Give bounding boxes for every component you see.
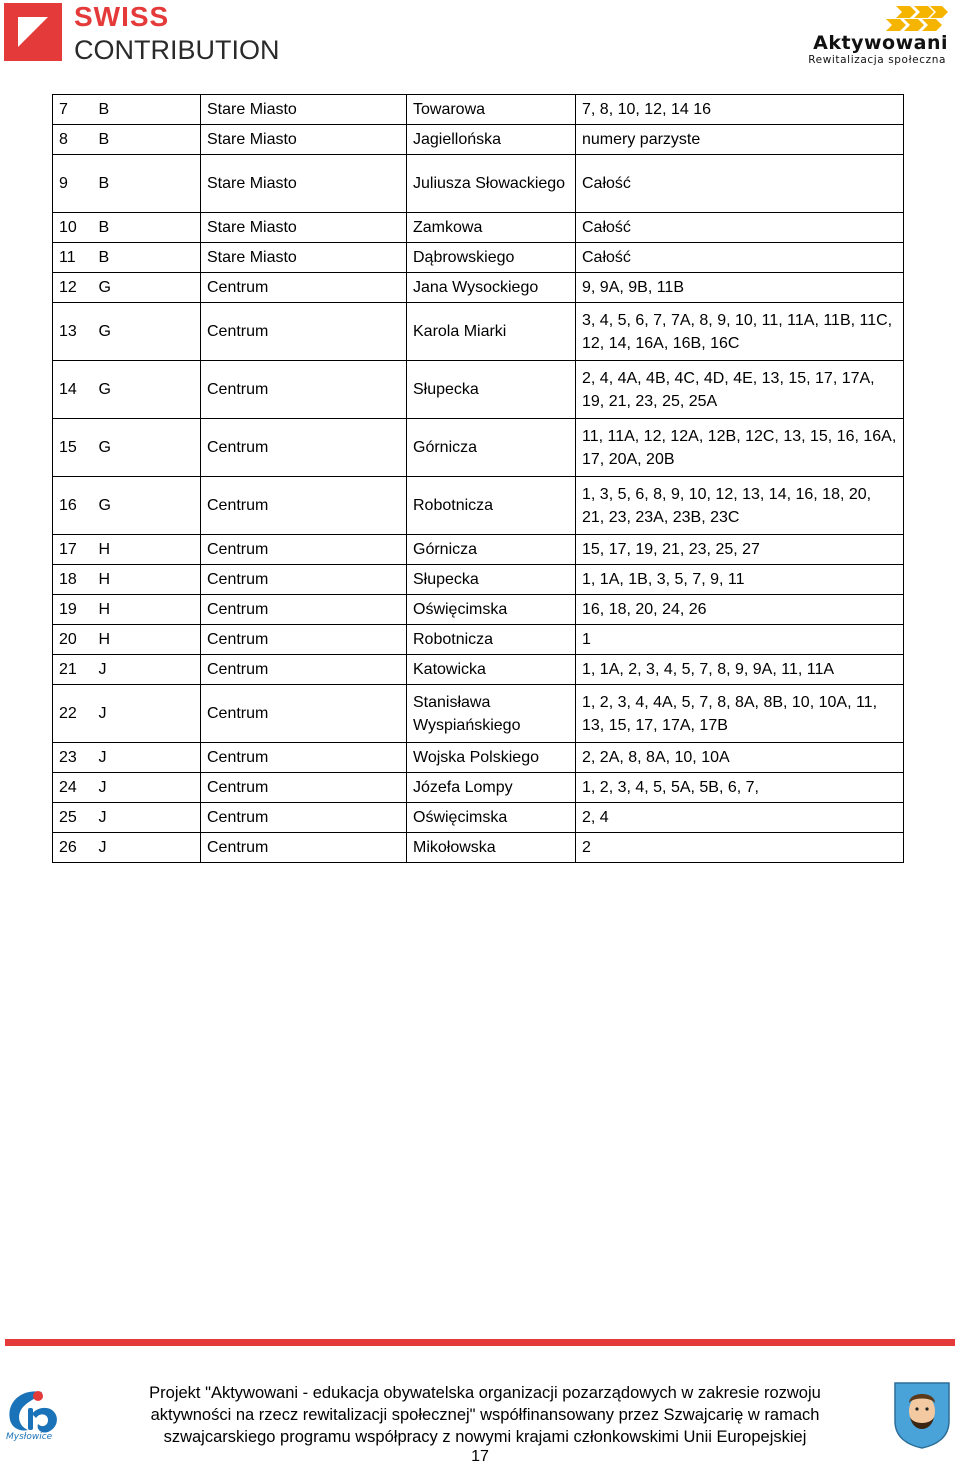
area-cell: B: [93, 95, 201, 125]
table-row: [53, 125, 904, 155]
street-cell: Mikołowska: [407, 833, 576, 863]
district-cell: Stare Miasto: [201, 155, 407, 213]
house-numbers-cell: 1, 2, 3, 4, 5, 5A, 5B, 6, 7,: [576, 773, 904, 803]
row-number-cell: 20: [53, 625, 93, 655]
table-row: [53, 833, 904, 863]
area-cell: B: [93, 243, 201, 273]
row-number-cell: 17: [53, 535, 93, 565]
footer-line-3: szwajcarskiego programu współpracy z nowymi krajami członkowskimi Unii Europejskiej: [163, 1428, 807, 1446]
aktywowani-title: Aktywowani: [813, 32, 948, 54]
district-cell: Centrum: [201, 743, 407, 773]
house-numbers-cell: 2, 2A, 8, 8A, 10, 10A: [576, 743, 904, 773]
house-numbers-cell: 2, 4: [576, 803, 904, 833]
row-number-cell: 11: [53, 243, 93, 273]
district-cell: Centrum: [201, 833, 407, 863]
house-numbers-cell: 15, 17, 19, 21, 23, 25, 27: [576, 535, 904, 565]
table-row: [53, 685, 904, 743]
area-cell: H: [93, 625, 201, 655]
area-cell: J: [93, 773, 201, 803]
footer-line-2: aktywności na rzecz rewitalizacji społecznej" współfinansowany przez Szwajcarię w ramach: [150, 1406, 820, 1424]
table-row: [53, 361, 904, 419]
street-cell: Katowicka: [407, 655, 576, 685]
street-cell: Towarowa: [407, 95, 576, 125]
district-cell: Stare Miasto: [201, 95, 407, 125]
district-cell: Centrum: [201, 595, 407, 625]
area-cell: H: [93, 595, 201, 625]
street-cell: Józefa Lompy: [407, 773, 576, 803]
house-numbers-cell: Całość: [576, 243, 904, 273]
footer-divider: [5, 1339, 955, 1346]
district-cell: Centrum: [201, 655, 407, 685]
street-cell: Stanisława Wyspiańskiego: [407, 685, 576, 743]
district-cell: Centrum: [201, 477, 407, 535]
table-row: [53, 743, 904, 773]
house-numbers-cell: 16, 18, 20, 24, 26: [576, 595, 904, 625]
table-row: [53, 773, 904, 803]
house-numbers-cell: 1: [576, 625, 904, 655]
district-cell: Centrum: [201, 419, 407, 477]
street-cell: Robotnicza: [407, 477, 576, 535]
district-cell: Centrum: [201, 535, 407, 565]
swiss-title: SWISS: [74, 1, 170, 32]
district-cell: Centrum: [201, 685, 407, 743]
row-number-cell: 8: [53, 125, 93, 155]
row-number-cell: 21: [53, 655, 93, 685]
row-number-cell: 23: [53, 743, 93, 773]
aktywowani-logo: [804, 2, 954, 66]
house-numbers-cell: 7, 8, 10, 12, 14 16: [576, 95, 904, 125]
district-cell: Centrum: [201, 773, 407, 803]
street-cell: Jana Wysockiego: [407, 273, 576, 303]
table-row: [53, 625, 904, 655]
area-cell: J: [93, 655, 201, 685]
street-cell: Karola Miarki: [407, 303, 576, 361]
aktywowani-subtitle: Rewitalizacja społeczna: [808, 54, 946, 66]
area-cell: G: [93, 303, 201, 361]
district-cell: Stare Miasto: [201, 213, 407, 243]
contribution-title: CONTRIBUTION: [74, 35, 280, 65]
myslowice-logo-text: Mysłowice: [6, 1432, 53, 1442]
house-numbers-cell: 1, 3, 5, 6, 8, 9, 10, 12, 13, 14, 16, 18, 20, 21, 23, 23A, 23B, 23C: [576, 477, 904, 535]
table-row: [53, 273, 904, 303]
table-row: [53, 95, 904, 125]
row-number-cell: 15: [53, 419, 93, 477]
house-numbers-cell: 3, 4, 5, 6, 7, 7A, 8, 9, 10, 11, 11A, 11B, 11C, 12, 14, 16A, 16B, 16C: [576, 303, 904, 361]
streets-table: [52, 94, 904, 863]
row-number-cell: 7: [53, 95, 93, 125]
street-cell: Wojska Polskiego: [407, 743, 576, 773]
row-number-cell: 12: [53, 273, 93, 303]
footer-line-1: Projekt "Aktywowani - edukacja obywatelska organizacji pozarządowych w zakresie rozwoju: [149, 1384, 821, 1402]
row-number-cell: 14: [53, 361, 93, 419]
swiss-contribution-logo: [4, 3, 294, 65]
street-cell: Juliusza Słowackiego: [407, 155, 576, 213]
district-cell: Stare Miasto: [201, 243, 407, 273]
table-row: [53, 565, 904, 595]
house-numbers-cell: 1, 1A, 2, 3, 4, 5, 7, 8, 9, 9A, 11, 11A: [576, 655, 904, 685]
row-number-cell: 26: [53, 833, 93, 863]
house-numbers-cell: numery parzyste: [576, 125, 904, 155]
area-cell: G: [93, 273, 201, 303]
street-cell: Górnicza: [407, 535, 576, 565]
district-cell: Centrum: [201, 303, 407, 361]
street-cell: Górnicza: [407, 419, 576, 477]
area-cell: J: [93, 685, 201, 743]
table-row: [53, 213, 904, 243]
area-cell: B: [93, 213, 201, 243]
district-cell: Centrum: [201, 273, 407, 303]
row-number-cell: 10: [53, 213, 93, 243]
streets-table-body: [53, 95, 904, 863]
footer-project-text: [140, 1382, 830, 1448]
street-cell: Oświęcimska: [407, 595, 576, 625]
district-cell: Centrum: [201, 361, 407, 419]
house-numbers-cell: Całość: [576, 155, 904, 213]
table-row: [53, 803, 904, 833]
area-cell: H: [93, 565, 201, 595]
table-row: [53, 595, 904, 625]
street-cell: Dąbrowskiego: [407, 243, 576, 273]
row-number-cell: 18: [53, 565, 93, 595]
page-number: 17: [471, 1448, 489, 1465]
house-numbers-cell: 2: [576, 833, 904, 863]
street-cell: Robotnicza: [407, 625, 576, 655]
district-cell: Centrum: [201, 625, 407, 655]
row-number-cell: 9: [53, 155, 93, 213]
area-cell: G: [93, 361, 201, 419]
area-cell: G: [93, 477, 201, 535]
area-cell: B: [93, 125, 201, 155]
row-number-cell: 24: [53, 773, 93, 803]
house-numbers-cell: 2, 4, 4A, 4B, 4C, 4D, 4E, 13, 15, 17, 17A, 19, 21, 23, 25, 25A: [576, 361, 904, 419]
area-cell: J: [93, 833, 201, 863]
street-cell: Słupecka: [407, 361, 576, 419]
table-row: [53, 535, 904, 565]
row-number-cell: 22: [53, 685, 93, 743]
table-row: [53, 655, 904, 685]
swiss-flag-icon: [4, 3, 62, 61]
house-numbers-cell: 1, 2, 3, 4, 4A, 5, 7, 8, 8A, 8B, 10, 10A, 11, 13, 15, 17, 17A, 17B: [576, 685, 904, 743]
area-cell: B: [93, 155, 201, 213]
street-cell: Oświęcimska: [407, 803, 576, 833]
house-numbers-cell: 1, 1A, 1B, 3, 5, 7, 9, 11: [576, 565, 904, 595]
row-number-cell: 13: [53, 303, 93, 361]
area-cell: G: [93, 419, 201, 477]
district-cell: Stare Miasto: [201, 125, 407, 155]
area-cell: H: [93, 535, 201, 565]
table-row: [53, 243, 904, 273]
aktywowani-arrows-icon: [876, 4, 948, 34]
district-cell: Centrum: [201, 803, 407, 833]
district-cell: Centrum: [201, 565, 407, 595]
table-row: [53, 303, 904, 361]
table-row: [53, 155, 904, 213]
table-row: [53, 477, 904, 535]
house-numbers-cell: 9, 9A, 9B, 11B: [576, 273, 904, 303]
street-cell: Zamkowa: [407, 213, 576, 243]
street-cell: Słupecka: [407, 565, 576, 595]
house-numbers-cell: 11, 11A, 12, 12A, 12B, 12C, 13, 15, 16, 16A, 17, 20A, 20B: [576, 419, 904, 477]
house-numbers-cell: Całość: [576, 213, 904, 243]
table-row: [53, 419, 904, 477]
row-number-cell: 16: [53, 477, 93, 535]
row-number-cell: 19: [53, 595, 93, 625]
street-cell: Jagiellońska: [407, 125, 576, 155]
row-number-cell: 25: [53, 803, 93, 833]
area-cell: J: [93, 743, 201, 773]
area-cell: J: [93, 803, 201, 833]
city-crest-icon: [893, 1381, 951, 1449]
myslowice-logo: [2, 1384, 78, 1448]
